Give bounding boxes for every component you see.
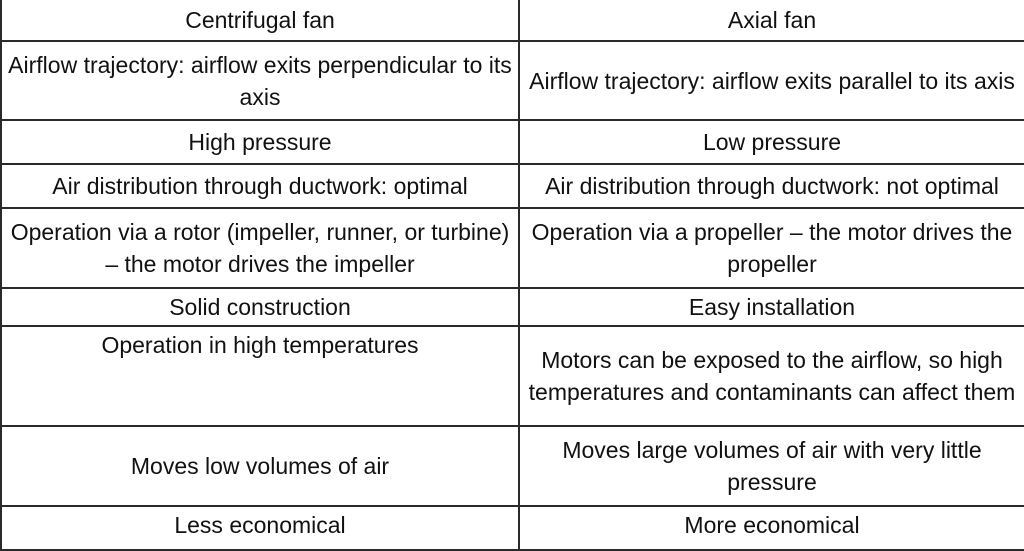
table-row	[1, 426, 1024, 506]
table-cell-axial: Moves large volumes of air with very little pressure	[519, 426, 1024, 506]
table-cell-centrifugal: Less economical	[1, 506, 519, 550]
table-cell-centrifugal: Operation via a rotor (impeller, runner, or turbine) – the motor drives the impeller	[1, 208, 519, 288]
table-cell-centrifugal: Air distribution through ductwork: optimal	[1, 164, 519, 208]
table-row	[1, 164, 1024, 208]
table-row	[1, 41, 1024, 120]
table-row	[1, 506, 1024, 550]
table-cell-centrifugal: Solid construction	[1, 288, 519, 326]
table-cell-axial: Air distribution through ductwork: not optimal	[519, 164, 1024, 208]
table-cell-axial: Operation via a propeller – the motor drives the propeller	[519, 208, 1024, 288]
table-row	[1, 288, 1024, 326]
table-row	[1, 208, 1024, 288]
table-cell-axial: Low pressure	[519, 120, 1024, 164]
table-cell-axial: Motors can be exposed to the airflow, so high temperatures and contaminants can affect them	[519, 326, 1024, 426]
table-row	[1, 326, 1024, 426]
column-header-axial: Axial fan	[519, 0, 1024, 41]
table-cell-axial: Airflow trajectory: airflow exits parallel to its axis	[519, 41, 1024, 120]
column-header-centrifugal: Centrifugal fan	[1, 0, 519, 41]
table-cell-centrifugal: Airflow trajectory: airflow exits perpendicular to its axis	[1, 41, 519, 120]
table-row	[1, 120, 1024, 164]
table-cell-centrifugal: Operation in high temperatures	[1, 326, 519, 426]
table-cell-centrifugal: Moves low volumes of air	[1, 426, 519, 506]
table-cell-axial: More economical	[519, 506, 1024, 550]
table-cell-axial: Easy installation	[519, 288, 1024, 326]
header-row	[1, 0, 1024, 41]
table-cell-centrifugal: High pressure	[1, 120, 519, 164]
